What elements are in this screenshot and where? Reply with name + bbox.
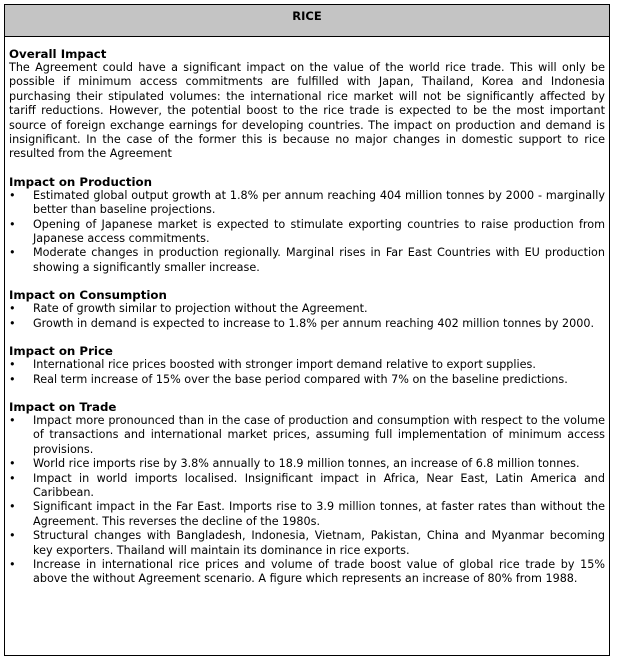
consumption-heading: Impact on Consumption	[9, 288, 167, 303]
list-item: • International rice prices boosted with stronger import demand relative to export supplies.	[9, 358, 605, 372]
overall-text: The Agreement could have a significant impact on the value of the world rice trade. This will only be possible if minimum access commitments are fulfilled with Japan, Thailand, Korea and Indonesia purchasing their stipulated volumes: the international rice market will not be significantly affected by tariff reductions. However, the potential boost to the rice trade is expected to be the most important source of foreign exchange earnings for developing countries. The impact on production and demand is insignificant. In the case of the former this is because no major changes in domestic support to rice resulted from the Agreement	[9, 61, 605, 161]
production-heading: Impact on Production	[9, 174, 153, 189]
production-list	[9, 189, 605, 275]
trade-heading: Impact on Trade	[9, 399, 117, 414]
list-item: • Real term increase of 15% over the base period compared with 7% on the baseline predictions.	[9, 373, 605, 387]
list-item: • Moderate changes in production regionally. Marginal rises in Far East Countries with EU production showing a significantly smaller increase.	[9, 246, 605, 275]
list-item: • Structural changes with Bangladesh, Indonesia, Vietnam, Pakistan, China and Myanmar becoming key exporters. Thailand will maintain its dominance in rice exports.	[9, 529, 605, 558]
price-list	[9, 358, 605, 387]
production-section	[9, 175, 605, 275]
price-section	[9, 344, 605, 387]
list-item: • Increase in international rice prices and volume of trade boost value of global rice trade by 15% above the without Agreement scenario. A figure which represents an increase of 80% from 1988.	[9, 558, 605, 587]
list-item: • Impact in world imports localised. Insignificant impact in Africa, Near East, Latin America and Caribbean.	[9, 472, 605, 501]
consumption-section	[9, 288, 605, 331]
list-item: • Impact more pronounced than in the case of production and consumption with respect to the volume of transactions and international market prices, assuming full implementation of minimum access provisions.	[9, 414, 605, 457]
list-item: • Rate of growth similar to projection without the Agreement.	[9, 302, 605, 316]
trade-section	[9, 400, 605, 587]
price-heading: Impact on Price	[9, 344, 113, 359]
list-item: • Significant impact in the Far East. Imports rise to 3.9 million tonnes, at faster rates than without the Agreement. This reverses the decline of the 1980s.	[9, 500, 605, 529]
overall-heading: Overall Impact	[9, 47, 107, 61]
overall-section	[9, 47, 605, 162]
consumption-list	[9, 302, 605, 331]
table-title: RICE	[5, 5, 609, 37]
rice-table	[4, 4, 610, 656]
table-content	[5, 37, 609, 587]
list-item: • Estimated global output growth at 1.8% per annum reaching 404 million tonnes by 2000 - marginally better than baseline projections.	[9, 189, 605, 218]
list-item: • Opening of Japanese market is expected to stimulate exporting countries to raise production from Japanese access commitments.	[9, 218, 605, 247]
list-item: • World rice imports rise by 3.8% annually to 18.9 million tonnes, an increase of 6.8 million tonnes.	[9, 457, 605, 471]
list-item: • Growth in demand is expected to increase to 1.8% per annum reaching 402 million tonnes by 2000.	[9, 317, 605, 331]
trade-list	[9, 414, 605, 587]
